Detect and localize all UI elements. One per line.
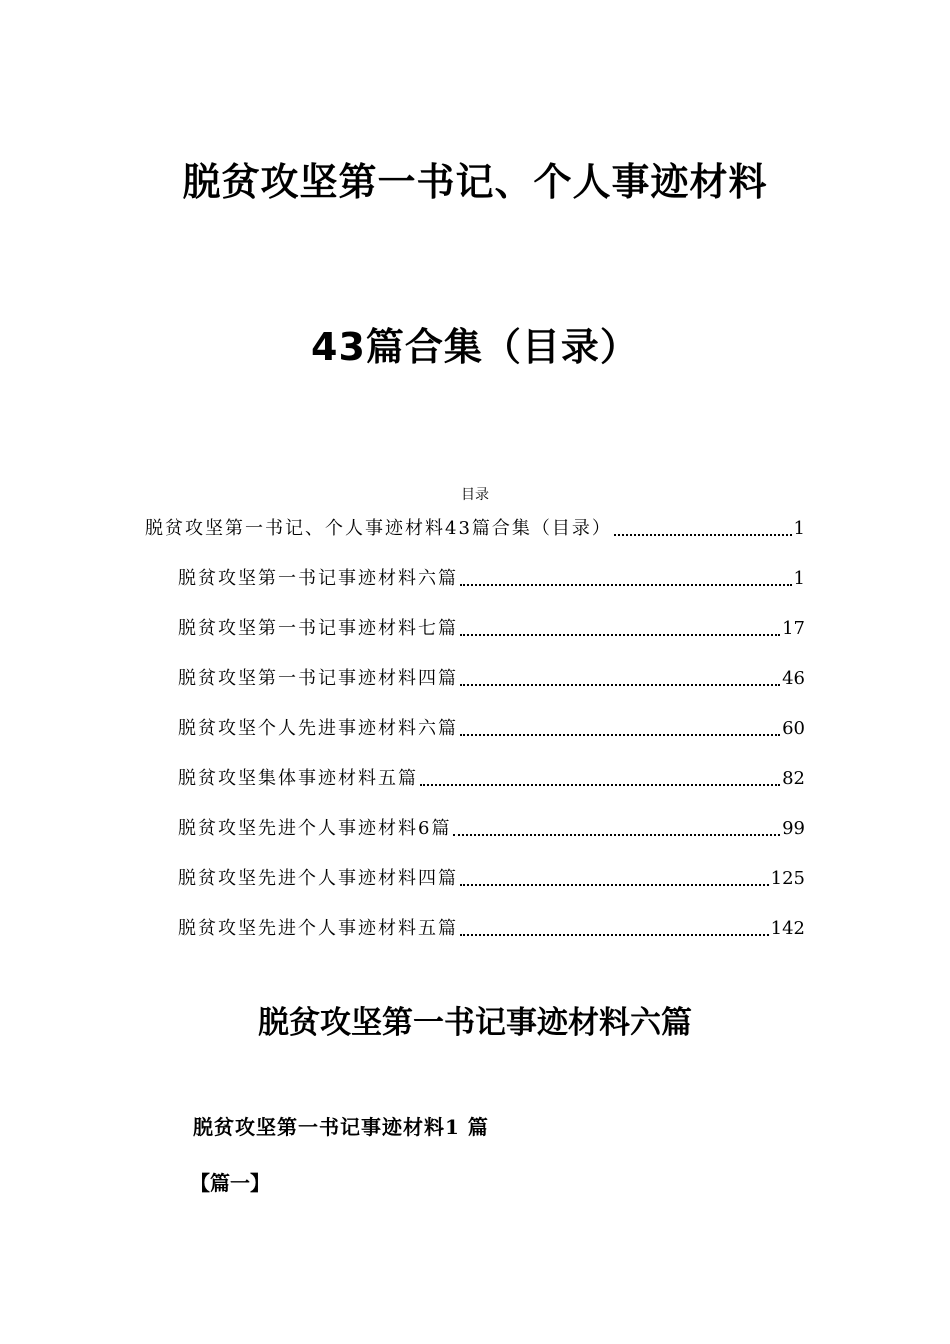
toc-entry-label: 脱贫攻坚先进个人事迹材料五篇	[178, 918, 458, 939]
toc-leader-dots	[453, 834, 780, 836]
toc-leader-dots	[460, 584, 792, 586]
toc-entry-label: 脱贫攻坚先进个人事迹材料四篇	[178, 868, 458, 889]
toc-entry-label: 脱贫攻坚个人先进事迹材料六篇	[178, 718, 458, 739]
toc-entry-page: 17	[782, 618, 805, 639]
toc-leader-dots	[614, 534, 792, 536]
toc-heading: 目录	[461, 487, 489, 503]
toc-leader-dots	[460, 884, 769, 886]
toc-leader-dots	[460, 634, 780, 636]
toc-entry-page: 1	[793, 568, 805, 589]
toc-entry-label: 脱贫攻坚第一书记事迹材料七篇	[178, 618, 458, 639]
toc-entry-page: 1	[793, 518, 805, 539]
toc-entry[interactable]	[178, 864, 805, 894]
part-label: 【篇一】	[190, 1171, 270, 1195]
toc-entry-label: 脱贫攻坚第一书记事迹材料四篇	[178, 668, 458, 689]
toc-entry[interactable]	[178, 664, 805, 694]
toc-entry[interactable]	[178, 914, 805, 944]
toc-entry-page: 46	[782, 668, 805, 689]
toc-entry-page: 142	[770, 918, 805, 939]
toc-entry[interactable]	[178, 814, 805, 844]
toc-entry[interactable]	[178, 564, 805, 594]
toc-entry[interactable]	[178, 714, 805, 744]
section-heading: 脱贫攻坚第一书记事迹材料六篇	[258, 1005, 692, 1041]
toc-entry-page: 60	[782, 718, 805, 739]
toc-entry-label: 脱贫攻坚先进个人事迹材料6篇	[178, 818, 452, 839]
toc-entry-page: 125	[770, 868, 805, 889]
toc-entry-label: 脱贫攻坚第一书记事迹材料六篇	[178, 568, 458, 589]
toc-leader-dots	[460, 734, 780, 736]
toc-leader-dots	[460, 684, 780, 686]
toc-entry-label: 脱贫攻坚集体事迹材料五篇	[178, 768, 418, 789]
toc-leader-dots	[460, 934, 769, 936]
toc-entry[interactable]	[178, 614, 805, 644]
toc-leader-dots	[420, 784, 780, 786]
toc-entry-page: 82	[782, 768, 805, 789]
document-title-line-1: 脱贫攻坚第一书记、个人事迹材料	[182, 160, 768, 204]
document-title-line-2: 43篇合集（目录）	[311, 325, 639, 369]
toc-entry-page: 99	[782, 818, 805, 839]
toc-entry[interactable]	[178, 764, 805, 794]
toc-entry[interactable]	[145, 514, 805, 544]
toc-entry-label: 脱贫攻坚第一书记、个人事迹材料43篇合集（目录）	[145, 518, 612, 539]
subsection-heading: 脱贫攻坚第一书记事迹材料1 篇	[193, 1115, 489, 1139]
